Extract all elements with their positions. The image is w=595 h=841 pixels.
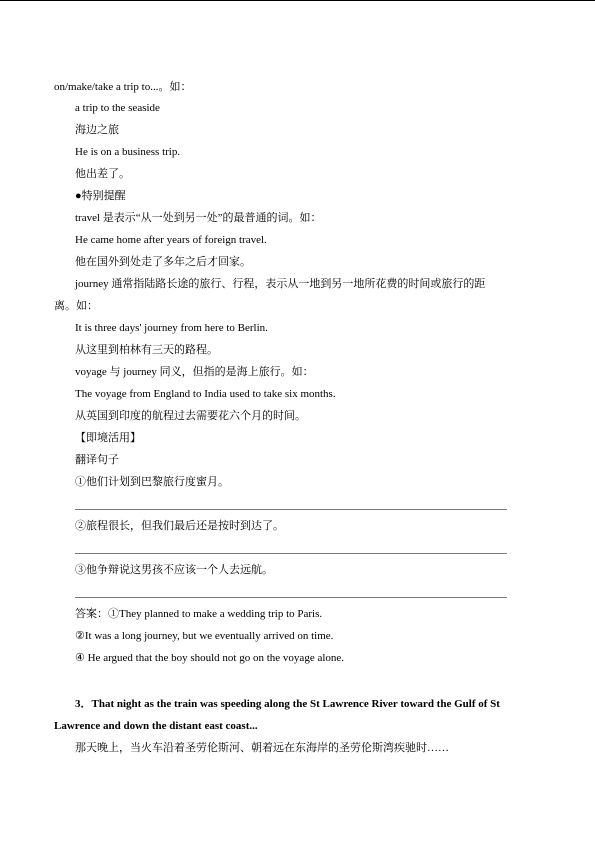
example-sentence: It is three days' journey from here to Berlin. bbox=[75, 322, 268, 334]
translation-line: 那天晚上，当火车沿着圣劳伦斯河、朝着远在东海岸的圣劳伦斯湾疾驰时…… bbox=[75, 742, 449, 754]
example-sentence: He is on a business trip. bbox=[75, 146, 181, 158]
translation-line: 他出差了。 bbox=[75, 168, 130, 180]
explanation-line: travel 是表示“从一处到另一处”的最普通的词。如： bbox=[75, 212, 322, 224]
example-sentence: The voyage from England to India used to take six months. bbox=[75, 388, 336, 400]
answer-line: ②It was a long journey, but we eventually arrived on time. bbox=[75, 630, 334, 642]
answer-blank bbox=[75, 553, 507, 554]
example-sentence: He came home after years of foreign travel. bbox=[75, 234, 267, 246]
translation-line: 他在国外到处走了多年之后才回家。 bbox=[75, 256, 251, 268]
exercise-item: ③他争辩说这男孩不应该一个人去远航。 bbox=[75, 564, 273, 576]
example-sentence: a trip to the seaside bbox=[75, 102, 160, 114]
exercise-instruction: 翻译句子 bbox=[75, 454, 119, 466]
text-line: on/make/take a trip to...。如： bbox=[54, 81, 192, 93]
explanation-line: voyage 与 journey 同义，但指的是海上旅行。如： bbox=[75, 366, 314, 378]
explanation-line: journey 通常指陆路长途的旅行、行程，表示从一地到另一地所花费的时间或旅行的距 bbox=[75, 278, 486, 290]
answer-line: 答案：①They planned to make a wedding trip to Paris. bbox=[75, 608, 323, 620]
answer-blank bbox=[75, 509, 507, 510]
translation-line: 从英国到印度的航程过去需要花六个月的时间。 bbox=[75, 410, 306, 422]
exercise-item: ①他们计划到巴黎旅行度蜜月。 bbox=[75, 476, 229, 488]
answer-line: ④ He argued that the boy should not go on the voyage alone. bbox=[75, 652, 345, 664]
exercise-item: ②旅程很长，但我们最后还是按时到达了。 bbox=[75, 520, 284, 532]
note-heading: ●特别提醒 bbox=[75, 190, 126, 202]
translation-line: 从这里到柏林有三天的路程。 bbox=[75, 344, 218, 356]
explanation-line: 离。如： bbox=[54, 300, 98, 312]
translation-line: 海边之旅 bbox=[75, 124, 119, 136]
numbered-heading: Lawrence and down the distant east coast... bbox=[54, 720, 258, 732]
answer-blank bbox=[75, 597, 507, 598]
section-heading: 【即境活用】 bbox=[75, 432, 141, 444]
numbered-heading: 3．That night as the train was speeding along the St Lawrence River toward the Gulf of St bbox=[75, 698, 500, 710]
